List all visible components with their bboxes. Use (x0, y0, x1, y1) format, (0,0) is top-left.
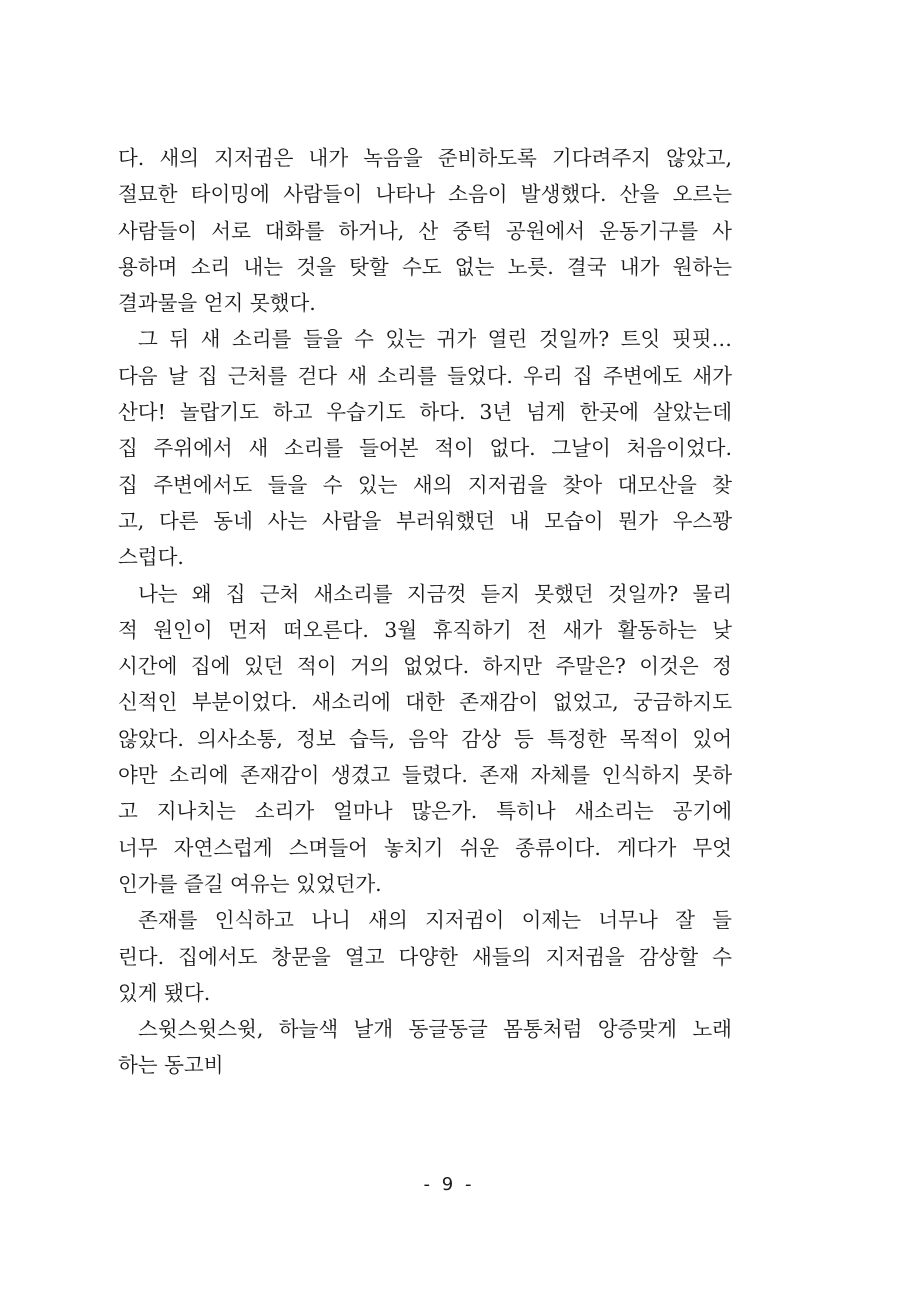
text-line: 야만 소리에 존재감이 생겼고 들렸다. 존재 자체를 인식하지 못하 (118, 763, 732, 788)
paragraph (118, 140, 732, 321)
text-line: 집 주위에서 새 소리를 들어본 적이 없다. 그날이 처음이었다. (118, 436, 732, 461)
text-line: 나는 왜 집 근처 새소리를 지금껏 듣지 못했던 것일까? 물리 (138, 581, 732, 606)
text-line: 린다. 집에서도 창문을 열고 다양한 새들의 지저귐을 감상할 수 (118, 944, 732, 969)
paragraph (118, 902, 732, 1011)
text-line: 신적인 부분이었다. 새소리에 대한 존재감이 없었고, 궁금하지도 (118, 690, 732, 715)
text-line: 존재를 인식하고 나니 새의 지저귐이 이제는 너무나 잘 들 (138, 908, 732, 933)
text-line: 않았다. 의사소통, 정보 습득, 음악 감상 등 특정한 목적이 있어 (118, 726, 732, 751)
text-line: 있게 됐다. (118, 980, 211, 1005)
text-line: 다음 날 집 근처를 걷다 새 소리를 들었다. 우리 집 주변에도 새가 (118, 363, 732, 388)
text-line: 산다! 놀랍기도 하고 우습기도 하다. 3년 넘게 한곳에 살았는데 (118, 400, 732, 425)
body-text (118, 140, 732, 1084)
text-line: 하는 동고비 (118, 1053, 224, 1078)
text-line: 사람들이 서로 대화를 하거나, 산 중턱 공원에서 운동기구를 사 (118, 218, 732, 243)
text-line: 시간에 집에 있던 적이 거의 없었다. 하지만 주말은? 이것은 정 (118, 654, 732, 679)
text-line: 절묘한 타이밍에 사람들이 나타나 소음이 발생했다. 산을 오르는 (118, 182, 732, 207)
text-line: 다. 새의 지저귐은 내가 녹음을 준비하도록 기다려주지 않았고, (118, 146, 732, 170)
paragraph (118, 1011, 732, 1084)
text-line: 스럽다. (118, 545, 184, 570)
text-line: 적 원인이 먼저 떠오른다. 3월 휴직하기 전 새가 활동하는 낮 (118, 617, 732, 642)
paragraph (118, 321, 732, 575)
paragraph (118, 576, 732, 903)
text-line: 너무 자연스럽게 스며들어 놓치기 쉬운 종류이다. 게다가 무엇 (118, 835, 732, 860)
text-line: 결과물을 얻지 못했다. (118, 291, 316, 316)
text-line: 그 뒤 새 소리를 들을 수 있는 귀가 열린 것일까? 트잇 핏핏… (138, 327, 732, 352)
text-line: 고, 다른 동네 사는 사람을 부러워했던 내 모습이 뭔가 우스꽝 (118, 508, 732, 533)
page-number: - 9 - (423, 1174, 475, 1195)
text-line: 용하며 소리 내는 것을 탓할 수도 없는 노릇. 결국 내가 원하는 (118, 254, 732, 279)
text-line: 인가를 즐길 여유는 있었던가. (118, 871, 382, 896)
text-line: 고 지나치는 소리가 얼마나 많은가. 특히나 새소리는 공기에 (118, 799, 732, 824)
text-line: 스윗스윗스윗, 하늘색 날개 동글동글 몸통처럼 앙증맞게 노래 (138, 1017, 732, 1042)
text-line: 집 주변에서도 들을 수 있는 새의 지저귐을 찾아 대모산을 찾 (118, 472, 732, 497)
